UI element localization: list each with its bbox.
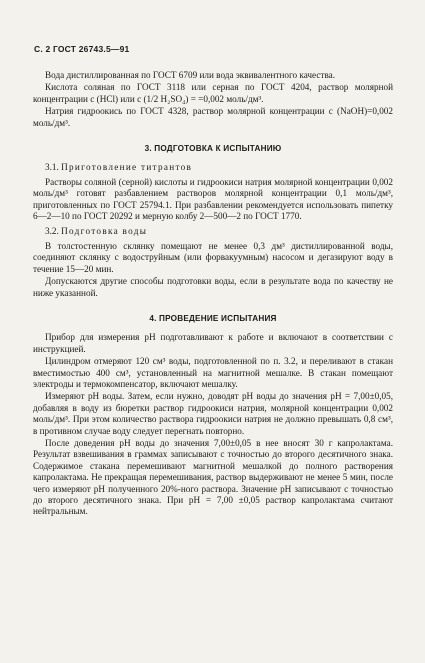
section-4-paragraph-1: Прибор для измерения pH подготавливают к работе и включают в соответствии с инструкцией. xyxy=(33,332,393,354)
section-4-paragraph-4: После доведения pH воды до значения 7,00±0,05 в нее вносят 30 г капролактама. Результат взвешивания в граммах записывают с точностью до второго десятичного знака. Содержимое стакана перемешивают магнитной мешалкой до полного растворения капролактама. Не прекращая перемешивания, раствор выдерживают не менее 5 мин, после чего измеряют pH полученного 20%-ного раствора. Значение pH записывают с точностью до второго десятичного знака. При pH = 7,00 ±0,05 раствор капролактама считают нейтральным. xyxy=(33,437,393,517)
subsection-3-2-text-1: В толстостенную склянку помещают не менее 0,3 дм³ дистиллированной воды, соединяют склянку с водоструйным (или форвакуумным) насосом и дегазируют воду в течение 15—20 мин. xyxy=(33,240,393,274)
subsection-3-1-title: Приготовление титрантов xyxy=(61,162,193,173)
document-body xyxy=(33,70,393,519)
subsection-3-2-heading xyxy=(33,226,393,237)
section-4-paragraph-2: Цилиндром отмеряют 120 см³ воды, подготовленной по п. 3.2, и переливают в стакан вместимостью 400 см³, установленный на магнитной мешалке. В стакан помещают электроды и термокомпенсатор, включают мешалку. xyxy=(33,356,393,389)
paragraph-acid: Кислота соляная по ГОСТ 3118 или серная по ГОСТ 4204, раствор молярной концентрации c (HCl) или c (1/2 H₂SO₄) = =0,002 моль/дм³. xyxy=(33,82,393,104)
subsection-3-2-text-2: Допускаются другие способы подготовки воды, если в результате вода по качеству не ниже указанной. xyxy=(33,276,393,298)
paragraph-water: Вода дистиллированная по ГОСТ 6709 или вода эквивалентного качества. xyxy=(45,70,336,80)
subsection-3-1-text: Растворы соляной (серной) кислоты и гидроокиси натрия молярной концентрации 0,002 моль/дм³ готовят разбавлением растворов молярной концентрации 0,1 моль/дм³, приготовленных по ГОСТ 25794.1. При разбавлении рекомендуется использовать пипетку 6—2—10 по ГОСТ 20292 и мерную колбу 2—500—2 по ГОСТ 1770. xyxy=(33,176,393,222)
section-3-title: 3. ПОДГОТОВКА К ИСПЫТАНИЮ xyxy=(144,144,282,154)
section-4-paragraph-3: Измеряют pH воды. Затем, если нужно, доводят pH воды до значения pH = 7,00±0,05, добавляя в воду из бюретки раствор гидроокиси натрия, молярной концентрации 0,002 моль/дм³. При этом количество раствора гидроокиси натрия не должно превышать 0,8 см³, в противном случае воду следует перегнать повторно. xyxy=(33,391,393,436)
subsection-3-1-heading xyxy=(33,162,393,173)
paragraph-naoh: Натрия гидроокись по ГОСТ 4328, раствор молярной концентрации c (NaOH)=0,002 моль/дм³. xyxy=(33,106,393,128)
page-header: С. 2 ГОСТ 26743.5—91 xyxy=(34,44,130,54)
subsection-3-2-number: 3.2. xyxy=(45,226,59,237)
subsection-3-2-title: Подготовка воды xyxy=(61,226,148,237)
subsection-3-1-number: 3.1. xyxy=(45,162,59,173)
section-4-title: 4. ПРОВЕДЕНИЕ ИСПЫТАНИЯ xyxy=(149,313,277,323)
